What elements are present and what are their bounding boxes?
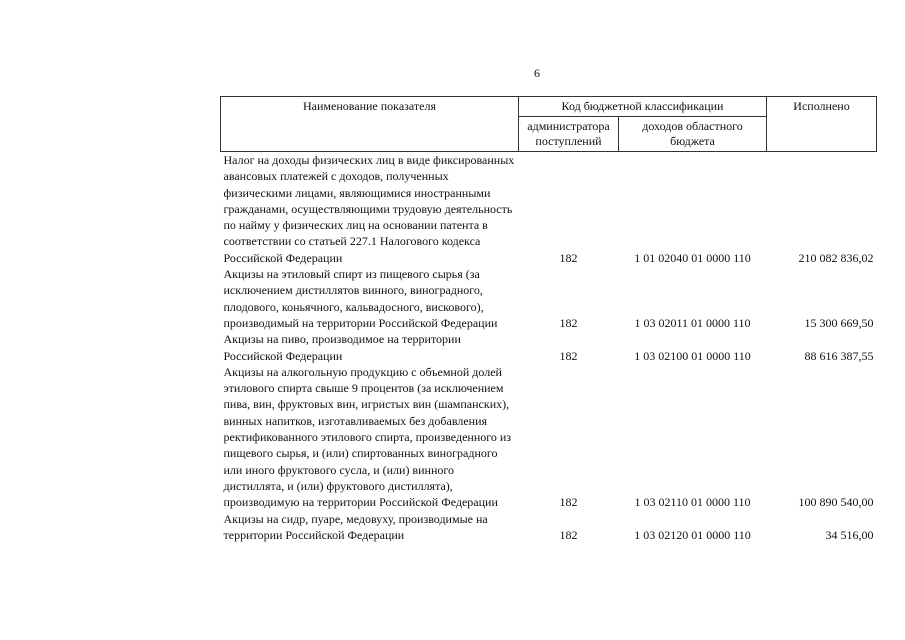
row-amount: 88 616 387,55 — [804, 348, 874, 363]
row-name: Налог на доходы физических лиц в виде фиксированных авансовых платежей с доходов, полученных физическими лицами, являющимися иностранными гражданами, осуществляющими трудовую деятельность по найму у физических лиц на основании патента в соответствии со статьей 227.1 Налогового кодекса Российской Федерации — [223, 153, 515, 265]
row-amount: 15 300 669,50 — [804, 315, 874, 330]
row-name: Акцизы на алкогольную продукцию с объемной долей этилового спирта свыше 9 процентов (за исключением пива, вин, фруктовых вин, игристых вин (шампанских), винных напитков, изготавливаемых без добавления ректификованного этилового спирта, произведенного из пищевого сырья, и (или) спиртованных виноградного или иного фруктового сусла, и (или) винного дистиллята, и (или) фруктового дистиллята), производимую на территории Российской Федерации — [223, 364, 512, 510]
row-name: Акцизы на пиво, производимое на территории Российской Федерации — [223, 332, 461, 363]
header-administrator: администратора поступлений — [519, 117, 619, 152]
table-row — [221, 331, 877, 364]
row-admin-code: 182 — [559, 250, 578, 265]
row-admin-code: 182 — [559, 495, 578, 510]
row-admin-code: 182 — [559, 348, 578, 363]
row-amount: 210 082 836,02 — [798, 250, 874, 265]
row-amount: 34 516,00 — [825, 527, 874, 542]
row-revenue-code: 1 03 02011 01 0000 110 — [634, 315, 751, 330]
row-revenue-code: 1 03 02120 01 0000 110 — [634, 527, 751, 542]
page-number: 6 — [534, 66, 540, 80]
table-row — [221, 511, 877, 544]
table-row — [221, 266, 877, 331]
row-revenue-code: 1 03 02110 01 0000 110 — [634, 495, 751, 510]
row-revenue-code: 1 03 02100 01 0000 110 — [634, 348, 751, 363]
header-executed: Исполнено — [767, 97, 877, 152]
table-row — [221, 152, 877, 267]
header-code-group: Код бюджетной классификации — [519, 97, 767, 117]
row-admin-code: 182 — [559, 527, 578, 542]
row-name: Акцизы на сидр, пуаре, медовуху, производимые на территории Российской Федерации — [223, 511, 488, 542]
row-admin-code: 182 — [559, 315, 578, 330]
row-name: Акцизы на этиловый спирт из пищевого сырья (за исключением дистиллятов винного, виноградного, плодового, коньячного, кальвадосного, вискового), производимый на территории Российской Федерации — [223, 267, 498, 330]
row-revenue-code: 1 01 02040 01 0000 110 — [634, 250, 751, 265]
header-name: Наименование показателя — [221, 97, 519, 152]
table-row — [221, 364, 877, 511]
table-header — [221, 97, 877, 152]
header-revenue: доходов областного бюджета — [619, 117, 767, 152]
table-body — [221, 152, 877, 544]
row-amount: 100 890 540,00 — [798, 495, 874, 510]
revenue-table — [220, 96, 877, 543]
